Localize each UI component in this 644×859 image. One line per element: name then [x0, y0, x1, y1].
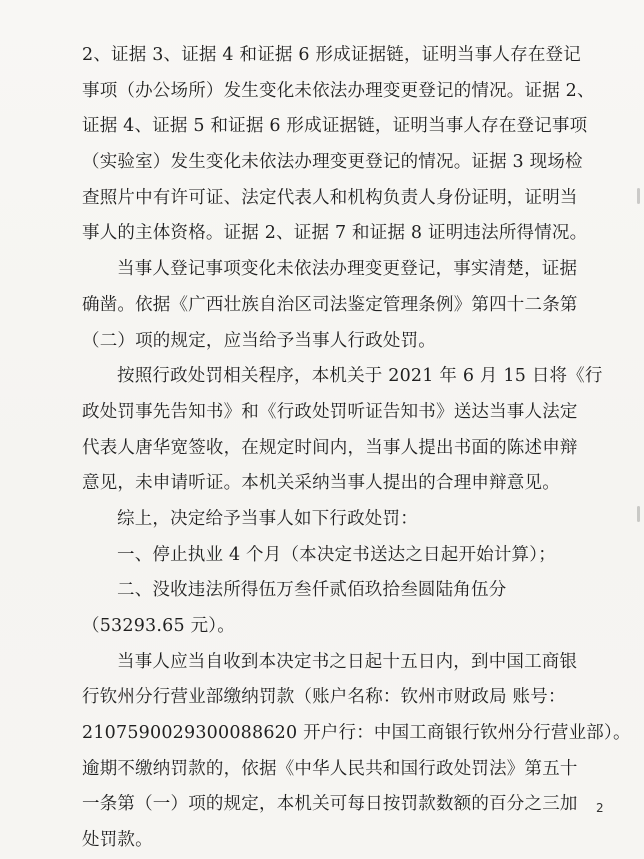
paragraph-line: 代表人唐华宽签收，在规定时间内，当事人提出书面的陈述申辩 — [82, 437, 578, 458]
paragraph-line: 当事人应当自收到本决定书之日起十五日内，到中国工商银 — [117, 651, 578, 672]
page-number: 2 — [596, 801, 604, 815]
paragraph-line: 确凿。依据《广西壮族自治区司法鉴定管理条例》第四十二条第 — [82, 294, 578, 315]
paragraph-line: 政处罚事先告知书》和《行政处罚听证告知书》送达当事人法定 — [82, 401, 578, 422]
paragraph-line: 事项（办公场所）发生变化未依法办理变更登记的情况。证据 2、 — [82, 80, 595, 101]
scan-edge-mark — [637, 188, 640, 204]
paragraph-line: 2107590029300088620 开户行：中国工商银行钦州分行营业部）。 — [82, 723, 631, 744]
paragraph-line: 处罚款。 — [82, 830, 153, 851]
paragraph-line: 行钦州分行营业部缴纳罚款（账户名称：钦州市财政局 账号： — [82, 687, 566, 708]
paragraph-line: 逾期不缴纳罚款的，依据《中华人民共和国行政处罚法》第五十 — [82, 758, 578, 779]
paragraph-line: （实验室）发生变化未依法办理变更登记的情况。证据 3 现场检 — [82, 152, 583, 173]
paragraph-line: 按照行政处罚相关程序，本机关于 2021 年 6 月 15 日将《行 — [117, 366, 603, 387]
document-body — [82, 38, 631, 859]
paragraph-line: 查照片中有许可证、法定代表人和机构负责人身份证明，证明当 — [82, 187, 578, 208]
paragraph-line: 2、证据 3、证据 4 和证据 6 形成证据链，证明当事人存在登记 — [82, 45, 581, 65]
paragraph-line: 事人的主体资格。证据 2、证据 7 和证据 8 证明违法所得情况。 — [82, 223, 588, 244]
paragraph-line: 二、没收违法所得伍万叁仟贰佰玖拾叁圆陆角伍分 — [117, 580, 507, 601]
paragraph-line: 一条第（一）项的规定，本机关可每日按罚款数额的百分之三加 — [82, 794, 578, 815]
paragraph-line: 一、停止执业 4 个月（本决定书送达之日起开始计算）； — [117, 544, 556, 565]
paragraph-line: （53293.65 元）。 — [82, 616, 235, 636]
paragraph-line: 当事人登记事项变化未依法办理变更登记，事实清楚，证据 — [117, 259, 578, 280]
paragraph-line: 意见，未申请听证。本机关采纳当事人提出的合理申辩意见。 — [82, 473, 560, 494]
paragraph-line: 证据 4、证据 5 和证据 6 形成证据链，证明当事人存在登记事项 — [82, 116, 588, 137]
paragraph-line: （二）项的规定，应当给予当事人行政处罚。 — [82, 330, 436, 351]
scan-edge-mark — [637, 506, 640, 522]
paragraph-line: 综上，决定给予当事人如下行政处罚： — [117, 508, 418, 529]
